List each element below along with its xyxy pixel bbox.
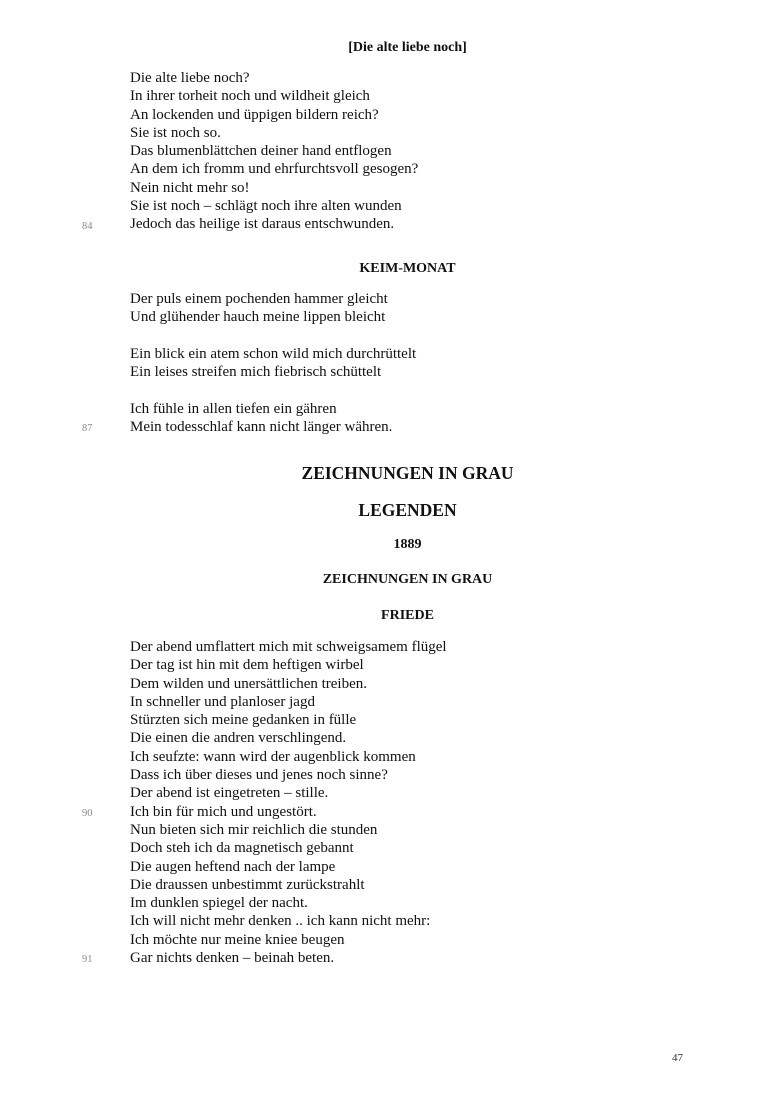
verse-line: Sie ist noch – schlägt noch ihre alten wunden xyxy=(130,198,402,215)
verse-line: Ich will nicht mehr denken .. ich kann nicht mehr: xyxy=(130,913,431,930)
verse-line: Mein todesschlaf kann nicht länger währen. xyxy=(130,419,393,436)
verse-line: Dem wilden und unersättlichen treiben. xyxy=(130,675,368,692)
stanza xyxy=(130,638,690,967)
verse-line: Der abend umflattert mich mit schweigsamem flügel xyxy=(130,639,447,655)
section-year: 1889 xyxy=(393,537,422,552)
verse-line: Der tag ist hin mit dem heftigen wirbel xyxy=(130,657,364,674)
poem-title: [Die alte liebe noch] xyxy=(348,40,467,55)
verse-line: In ihrer torheit noch und wildheit gleich xyxy=(130,88,370,105)
verse-line: In schneller und planloser jagd xyxy=(130,693,315,710)
verse-line: Ich möchte nur meine kniee beugen xyxy=(130,931,345,948)
poem-title: KEIM-MONAT xyxy=(359,261,456,276)
verse-line: Gar nichts denken – beinah beten. xyxy=(130,950,335,967)
poem-title: FRIEDE xyxy=(381,608,434,623)
cycle-title: ZEICHNUNGEN IN GRAU xyxy=(322,572,493,587)
verse-line: Die alte liebe noch? xyxy=(130,70,250,86)
verse-line: Dass ich über dieses und jenes noch sinne? xyxy=(130,767,388,784)
verse-line: Ich bin für mich und ungestört. xyxy=(130,803,317,820)
stanza xyxy=(130,290,690,327)
line-number: 84 xyxy=(82,221,93,232)
verse-line: An dem ich fromm und ehrfurchtsvoll gesogen? xyxy=(130,161,419,178)
verse-line: Ein leises streifen mich fiebrisch schüttelt xyxy=(130,364,382,381)
verse-line: Jedoch das heilige ist daraus entschwunden. xyxy=(130,216,395,233)
verse-line: Die einen die andren verschlingend. xyxy=(130,730,347,747)
section-subtitle: LEGENDEN xyxy=(358,500,457,520)
page-number: 47 xyxy=(672,1052,683,1064)
section-title: ZEICHNUNGEN IN GRAU xyxy=(301,463,514,483)
verse-line: Die augen heftend nach der lampe xyxy=(130,858,336,875)
stanza xyxy=(130,400,690,437)
verse-line: Die draussen unbestimmt zurückstrahlt xyxy=(130,876,365,893)
verse-line: Nein nicht mehr so! xyxy=(130,179,250,196)
verse-line: Das blumenblättchen deiner hand entflogen xyxy=(130,143,392,160)
stanza xyxy=(130,69,690,234)
verse-line: An lockenden und üppigen bildern reich? xyxy=(130,106,379,123)
verse-line: Sie ist noch so. xyxy=(130,124,221,141)
stanza xyxy=(130,345,690,382)
verse-line: Nun bieten sich mir reichlich die stunden xyxy=(130,821,378,838)
verse-line: Der abend ist eingetreten – stille. xyxy=(130,785,329,802)
line-number: 87 xyxy=(82,423,93,434)
verse-line: Im dunklen spiegel der nacht. xyxy=(130,895,308,912)
verse-line: Der puls einem pochenden hammer gleicht xyxy=(130,291,388,307)
verse-line: Stürzten sich meine gedanken in fülle xyxy=(130,712,357,729)
verse-line: Ich seufzte: wann wird der augenblick kommen xyxy=(130,748,416,765)
verse-line: Ich fühle in allen tiefen ein gähren xyxy=(130,401,337,417)
line-number: 90 xyxy=(82,808,93,819)
verse-line: Ein blick ein atem schon wild mich durchrüttelt xyxy=(130,346,417,362)
verse-line: Und glühender hauch meine lippen bleicht xyxy=(130,309,386,326)
verse-line: Doch steh ich da magnetisch gebannt xyxy=(130,840,354,857)
line-number: 91 xyxy=(82,954,93,965)
